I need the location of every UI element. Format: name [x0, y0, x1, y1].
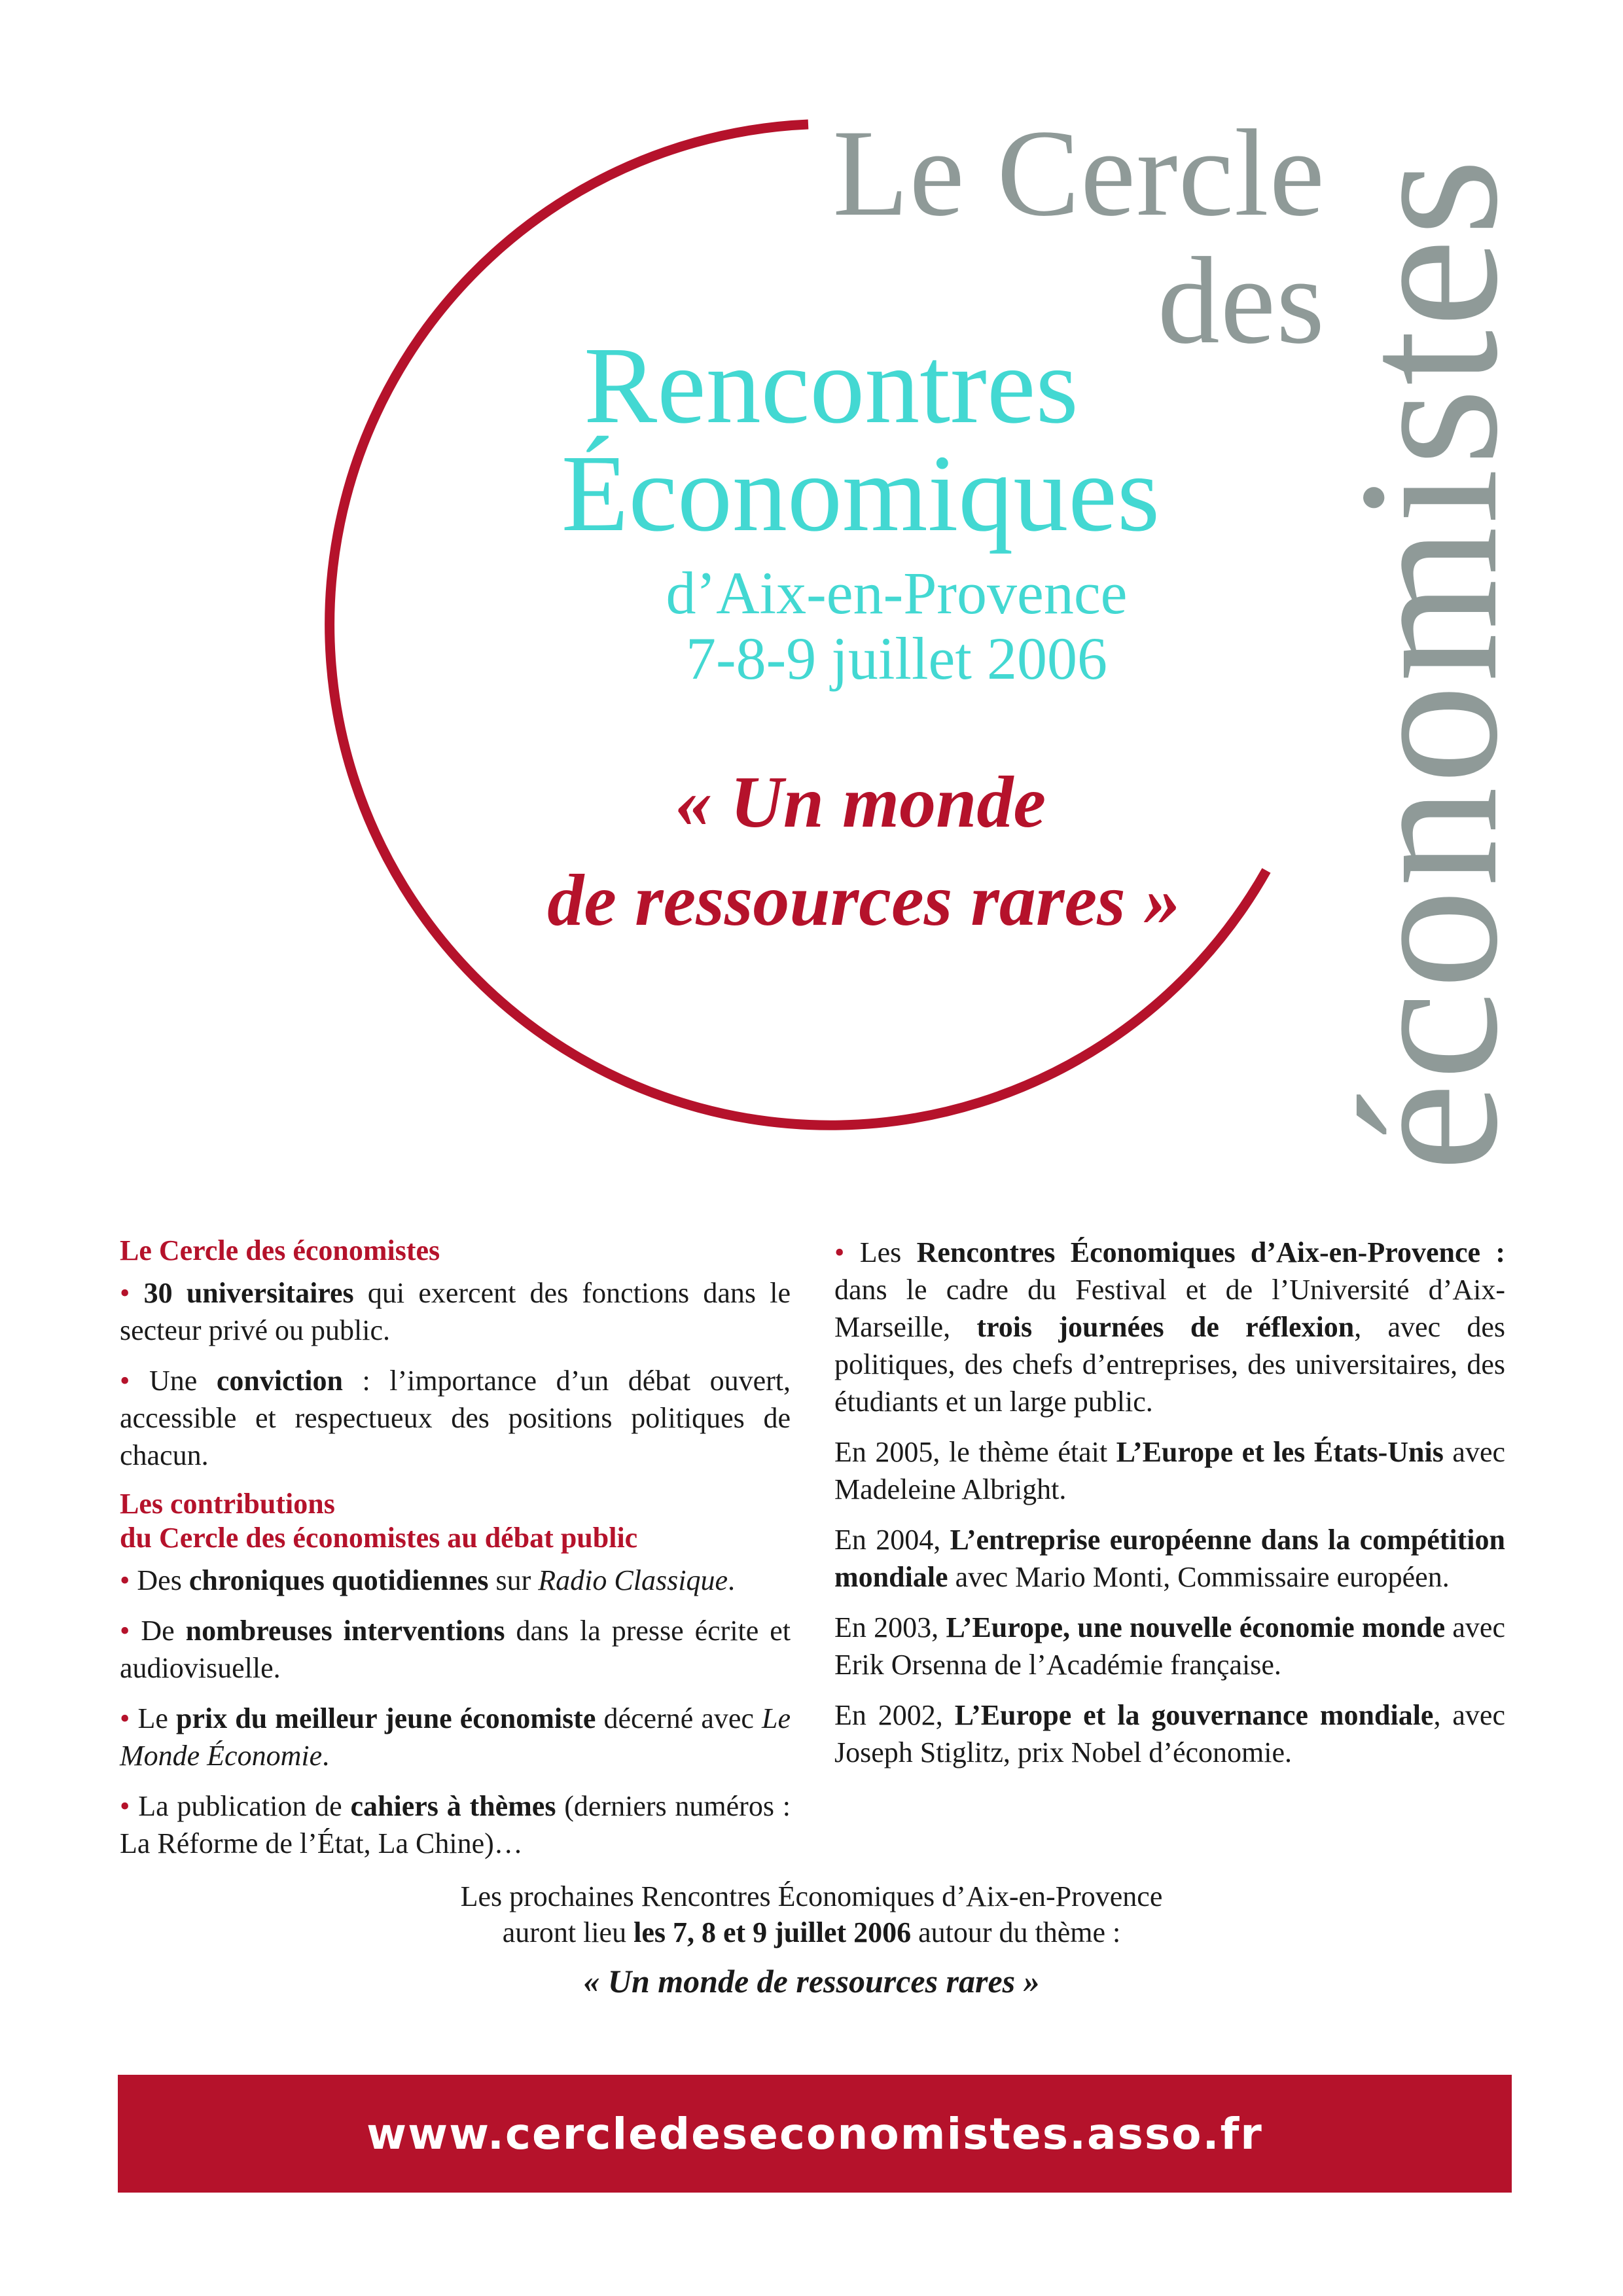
bullet-cahiers: • La publication de cahiers à thèmes (derniers numéros : La Réforme de l’État, La Chine)… [120, 1790, 791, 1859]
history-2002: En 2002, L’Europe et la gouvernance mondiale, avec Joseph Stiglitz, prix Nobel d’économie. [834, 1699, 1505, 1768]
footer-line2: auront lieu les 7, 8 et 9 juillet 2006 autour du thème : [502, 1916, 1121, 1948]
left-column [120, 1234, 791, 1875]
footer-theme: « Un monde de ressources rares » [583, 1963, 1040, 2000]
heading-contributions: Les contributions du Cercle des économistes au débat public [120, 1488, 638, 1554]
event-date: 7-8-9 juillet 2006 [686, 625, 1107, 692]
event-title-economiques: Économiques [561, 433, 1160, 554]
bullet-icon: • [120, 1615, 130, 1647]
right-column [834, 1234, 1505, 1784]
footer-line1: Les prochaines Rencontres Économiques d’Aix-en-Provence [460, 1880, 1163, 1912]
title-economistes-vertical: économistes [1317, 156, 1539, 1172]
bullet-icon: • [120, 1790, 130, 1822]
event-title-rencontres: Rencontres [584, 325, 1079, 446]
bullet-universitaires: • 30 universitaires qui exercent des fonctions dans le secteur privé ou public. [120, 1277, 791, 1346]
url-banner [118, 2075, 1512, 2193]
bullet-chroniques: • Des chroniques quotidiennes sur Radio Classique. [120, 1564, 735, 1596]
bullet-prix: • Le prix du meilleur jeune économiste décerné avec Le Monde Économie. [120, 1702, 791, 1772]
bullet-icon: • [120, 1702, 130, 1734]
history-2004: En 2004, L’entreprise européenne dans la compétition mondiale avec Mario Monti, Commissaire européen. [834, 1524, 1505, 1593]
bullet-icon: • [120, 1277, 130, 1309]
bullet-icon: • [834, 1236, 845, 1268]
event-place: d’Aix-en-Provence [666, 560, 1128, 626]
event-theme-line1: « Un monde [675, 762, 1046, 843]
heading-cercle: Le Cercle des économistes [120, 1234, 440, 1266]
history-2003: En 2003, L’Europe, une nouvelle économie monde avec Erik Orsenna de l’Académie française. [834, 1611, 1505, 1681]
bullet-icon: • [120, 1564, 130, 1596]
title-des: des [1157, 232, 1325, 370]
website-link[interactable]: www.cercledeseconomistes.asso.fr [366, 2108, 1263, 2159]
event-theme-line2: de ressources rares » [547, 860, 1181, 941]
history-2005: En 2005, le thème était L’Europe et les États-Unis avec Madeleine Albright. [834, 1436, 1506, 1505]
bullet-rencontres: • Les Rencontres Économiques d’Aix-en-Provence : dans le cadre du Festival et de l’Université d’Aix-Marseille, trois journées de réflexion, avec des politiques, des chefs d’entreprises, des universitaires, des étudiants et un large public. [834, 1236, 1505, 1418]
bullet-interventions: • De nombreuses interventions dans la presse écrite et audiovisuelle. [120, 1615, 791, 1684]
bullet-conviction: • Une conviction : l’importance d’un débat ouvert, accessible et respectueux des positions politiques de chacun. [120, 1365, 791, 1471]
bullet-icon: • [120, 1365, 130, 1397]
title-le-cercle: Le Cercle [832, 105, 1325, 242]
